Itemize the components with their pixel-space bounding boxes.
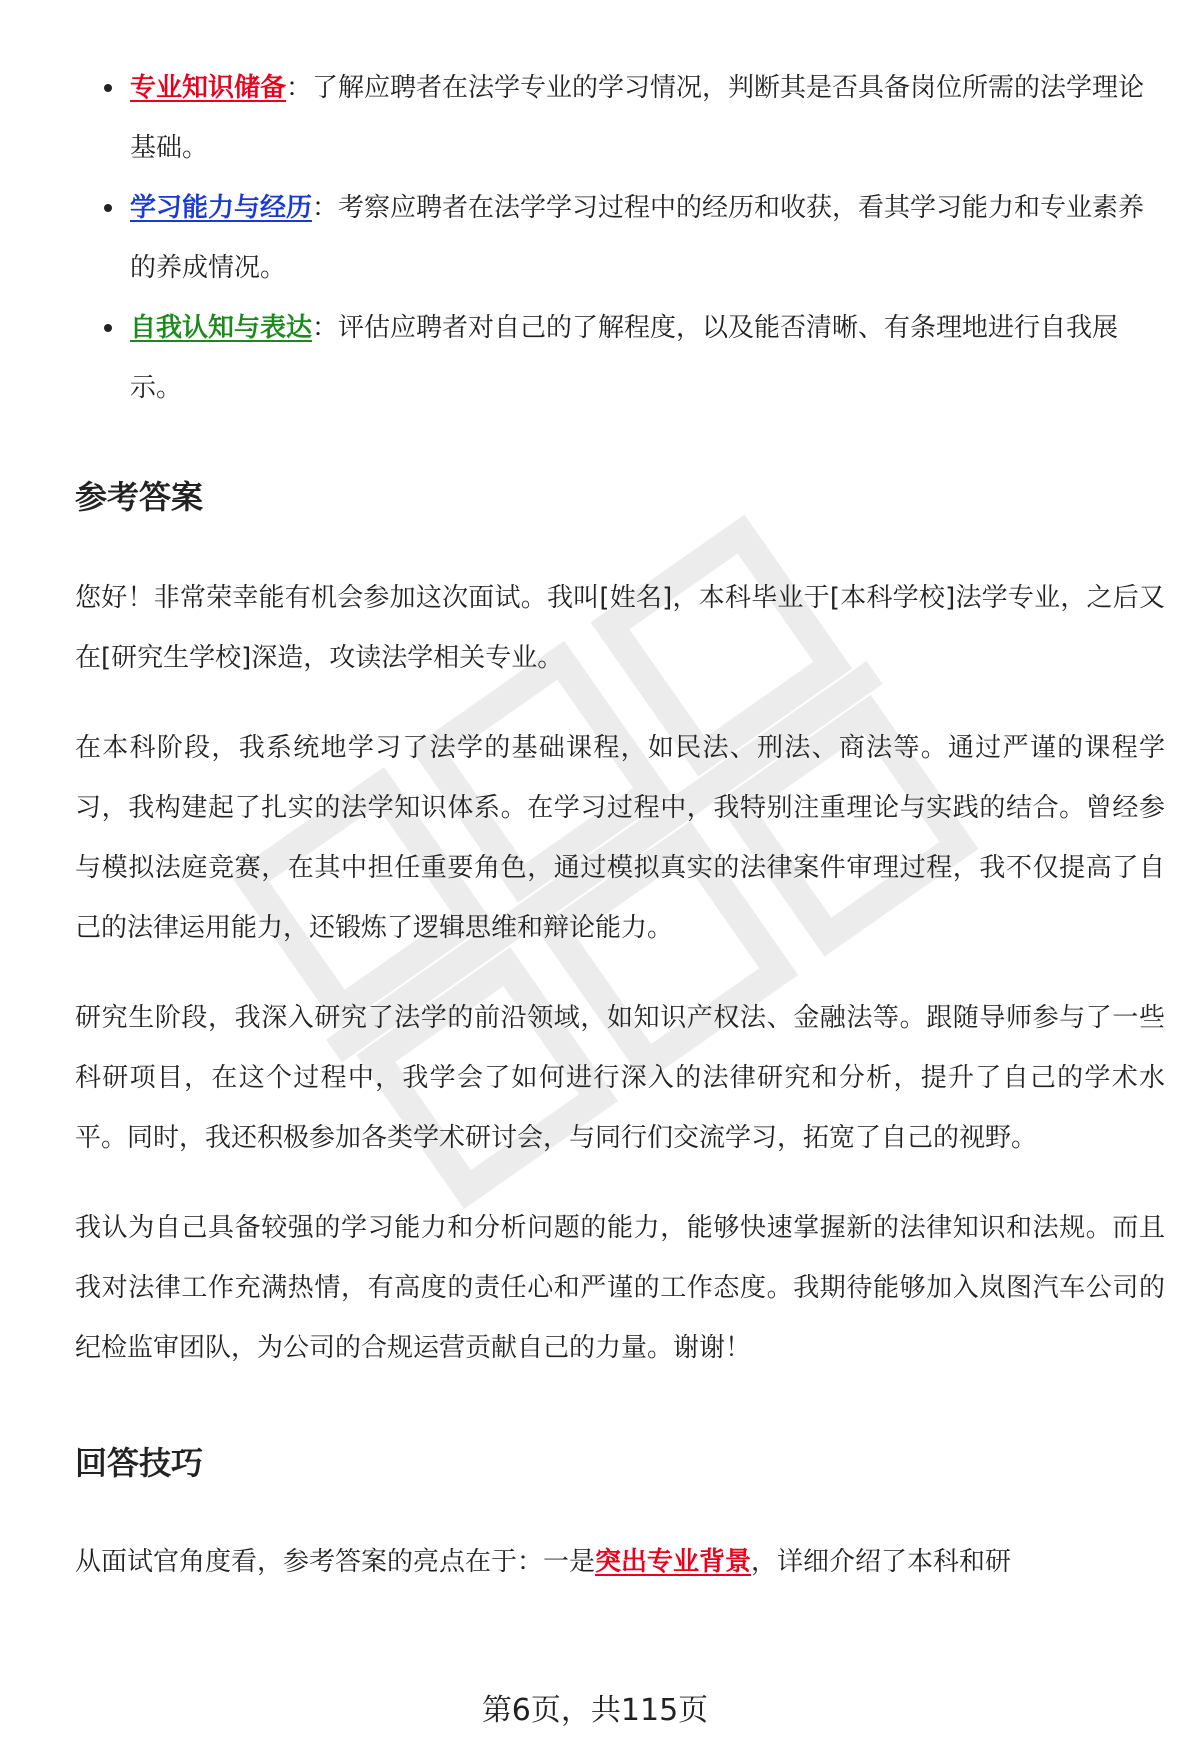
evaluation-points-list — [75, 58, 1165, 418]
bullet-dot — [104, 84, 112, 92]
answer-paragraph: 在本科阶段，我系统地学习了法学的基础课程，如民法、刑法、商法等。通过严谨的课程学习，我构建起了扎实的法学知识体系。在学习过程中，我特别注重理论与实践的结合。曾经参与模拟法庭竞赛，在其中担任重要角色，通过模拟真实的法律案件审理过程，我不仅提高了自己的法律运用能力，还锻炼了逻辑思维和辩论能力。 — [75, 733, 1165, 943]
list-item — [75, 298, 1165, 418]
tips-paragraph — [75, 1532, 1165, 1592]
list-item — [75, 178, 1165, 298]
answer-paragraph: 我认为自己具备较强的学习能力和分析问题的能力，能够快速掌握新的法律知识和法规。而且我对法律工作充满热情，有高度的责任心和严谨的工作态度。我期待能够加入岚图汽车公司的纪检监审团队，为公司的合规运营贡献自己的力量。谢谢！ — [75, 1213, 1165, 1363]
bullet-dot — [104, 204, 112, 212]
answer-paragraph: 研究生阶段，我深入研究了法学的前沿领域，如知识产权法、金融法等。跟随导师参与了一些科研项目，在这个过程中，我学会了如何进行深入的法律研究和分析，提升了自己的学术水平。同时，我还积极参加各类学术研讨会，与同行们交流学习，拓宽了自己的视野。 — [75, 1003, 1165, 1153]
list-item-text: ：了解应聘者在法学专业的学习情况，判断其是否具备岗位所需的法学理论基础。 — [130, 73, 1145, 163]
keyword-highlight: 自我认知与表达 — [130, 313, 313, 343]
list-item-text: ：考察应聘者在法学学习过程中的经历和收获，看其学习能力和专业素养的养成情况。 — [130, 193, 1145, 283]
tips-text: ，详细介绍了本科和研 — [751, 1547, 1012, 1577]
keyword-highlight: 学习能力与经历 — [130, 193, 313, 223]
list-item — [75, 58, 1165, 178]
document-content — [75, 58, 1165, 1622]
answer-heading: 参考答案 — [75, 478, 204, 516]
keyword-highlight: 专业知识储备 — [130, 73, 287, 103]
answer-paragraph: 您好！非常荣幸能有机会参加这次面试。我叫[姓名]，本科毕业于[本科学校]法学专业，之后又在[研究生学校]深造，攻读法学相关专业。 — [75, 583, 1165, 673]
list-item-text: ：评估应聘者对自己的了解程度，以及能否清晰、有条理地进行自我展示。 — [130, 313, 1119, 403]
bullet-dot — [104, 324, 112, 332]
keyword-highlight: 突出专业背景 — [595, 1547, 752, 1577]
page-number: 第6页，共115页 — [481, 1693, 709, 1728]
tips-text: 从面试官角度看，参考答案的亮点在于：一是 — [75, 1547, 596, 1577]
tips-heading: 回答技巧 — [75, 1444, 204, 1482]
